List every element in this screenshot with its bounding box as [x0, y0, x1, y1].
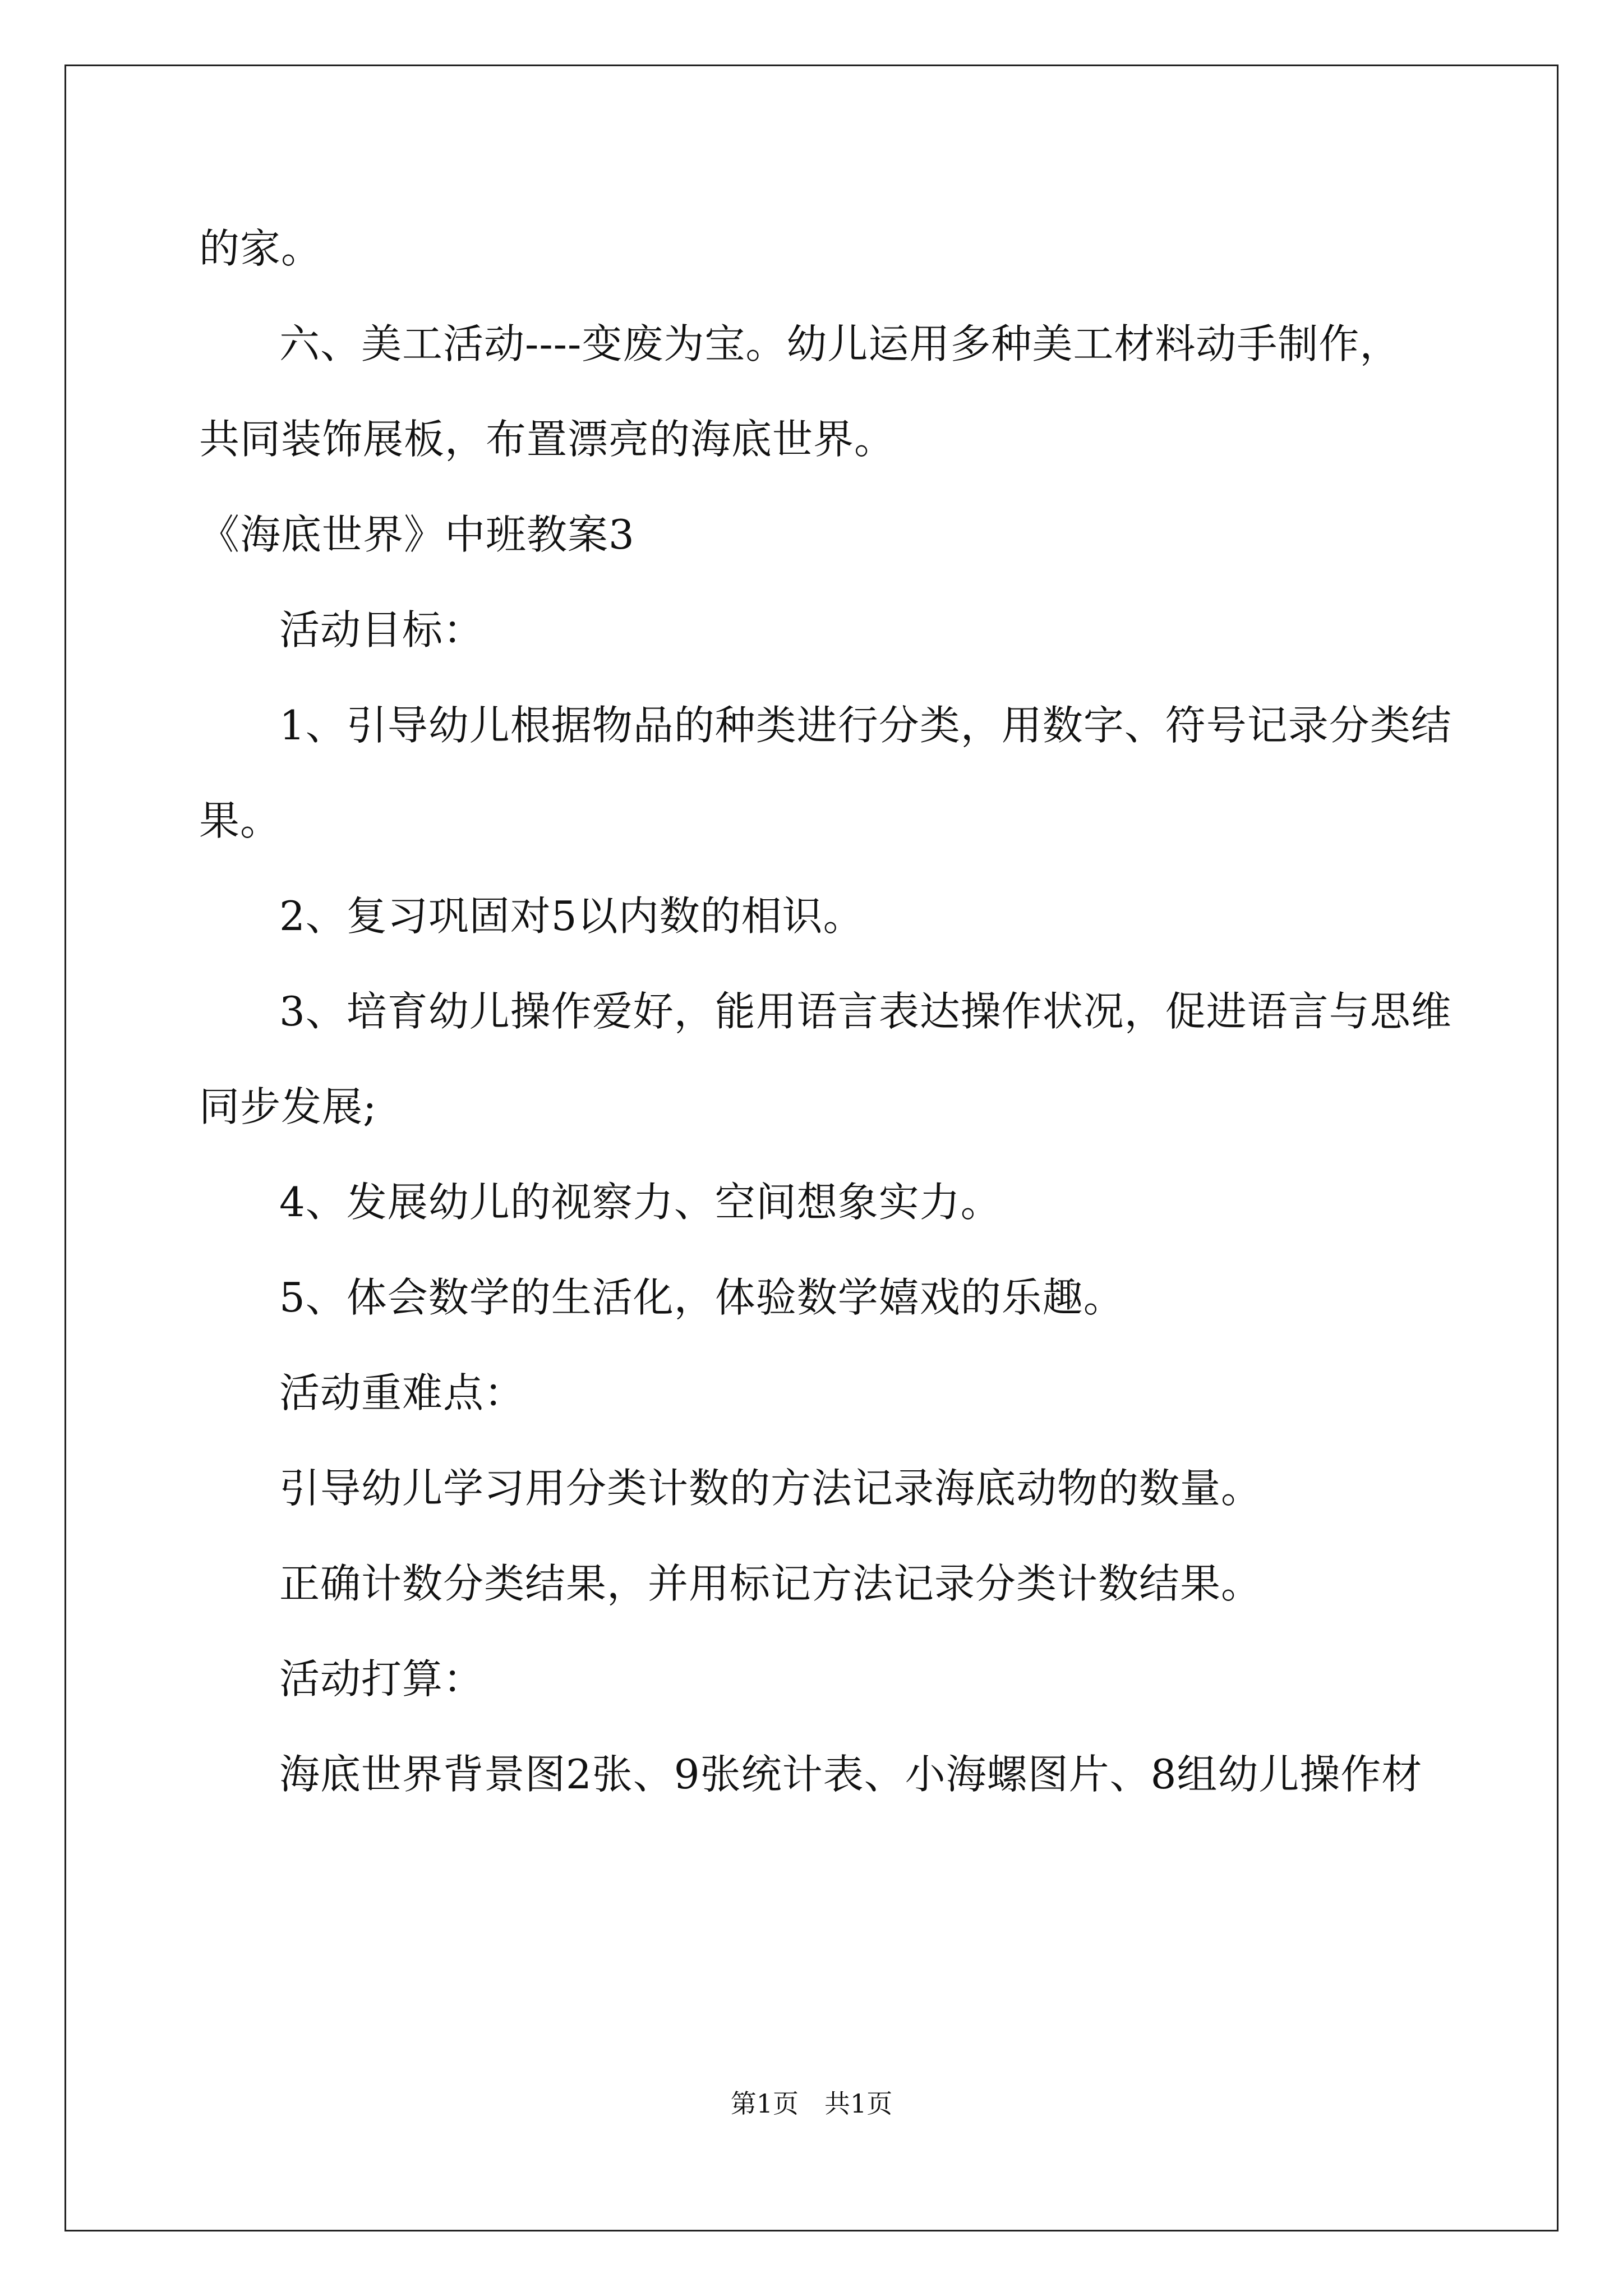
goal-item-1-cont: 果。	[199, 797, 282, 844]
goal-item-5: 5、体会数学的生活化，体验数学嬉戏的乐趣。	[279, 1274, 1124, 1321]
goal-item-3: 3、培育幼儿操作爱好，能用语言表达操作状况，促进语言与思维	[279, 988, 1452, 1035]
subheading-key-points: 活动重难点：	[279, 1369, 525, 1416]
goal-item-2: 2、复习巩固对5以内数的相识。	[279, 892, 864, 940]
key-point-2: 正确计数分类结果，并用标记方法记录分类计数结果。	[279, 1560, 1262, 1607]
paragraph-line-1: 的家。	[199, 225, 322, 272]
page-footer: 第1页 共1页	[730, 2088, 893, 2119]
paragraph-line-2: 六、美工活动----变废为宝。幼儿运用多种美工材料动手制作，	[279, 320, 1401, 367]
goal-item-4: 4、发展幼儿的视察力、空间想象实力。	[279, 1179, 1002, 1226]
key-point-1: 引导幼儿学习用分类计数的方法记录海底动物的数量。	[279, 1465, 1262, 1512]
goal-item-3-cont: 同步发展;	[199, 1083, 377, 1130]
paragraph-line-3: 共同装饰展板，布置漂亮的海底世界。	[199, 416, 896, 463]
preparation-item: 海底世界背景图2张、9张统计表、小海螺图片、8组幼儿操作材	[279, 1751, 1423, 1798]
goal-item-1: 1、引导幼儿根据物品的种类进行分类，用数字、符号记录分类结	[279, 702, 1452, 749]
section-heading: 《海底世界》中班教案3	[199, 511, 635, 558]
subheading-goals: 活动目标：	[279, 606, 485, 654]
subheading-preparation: 活动打算：	[279, 1655, 485, 1703]
page-border	[64, 65, 1559, 2231]
